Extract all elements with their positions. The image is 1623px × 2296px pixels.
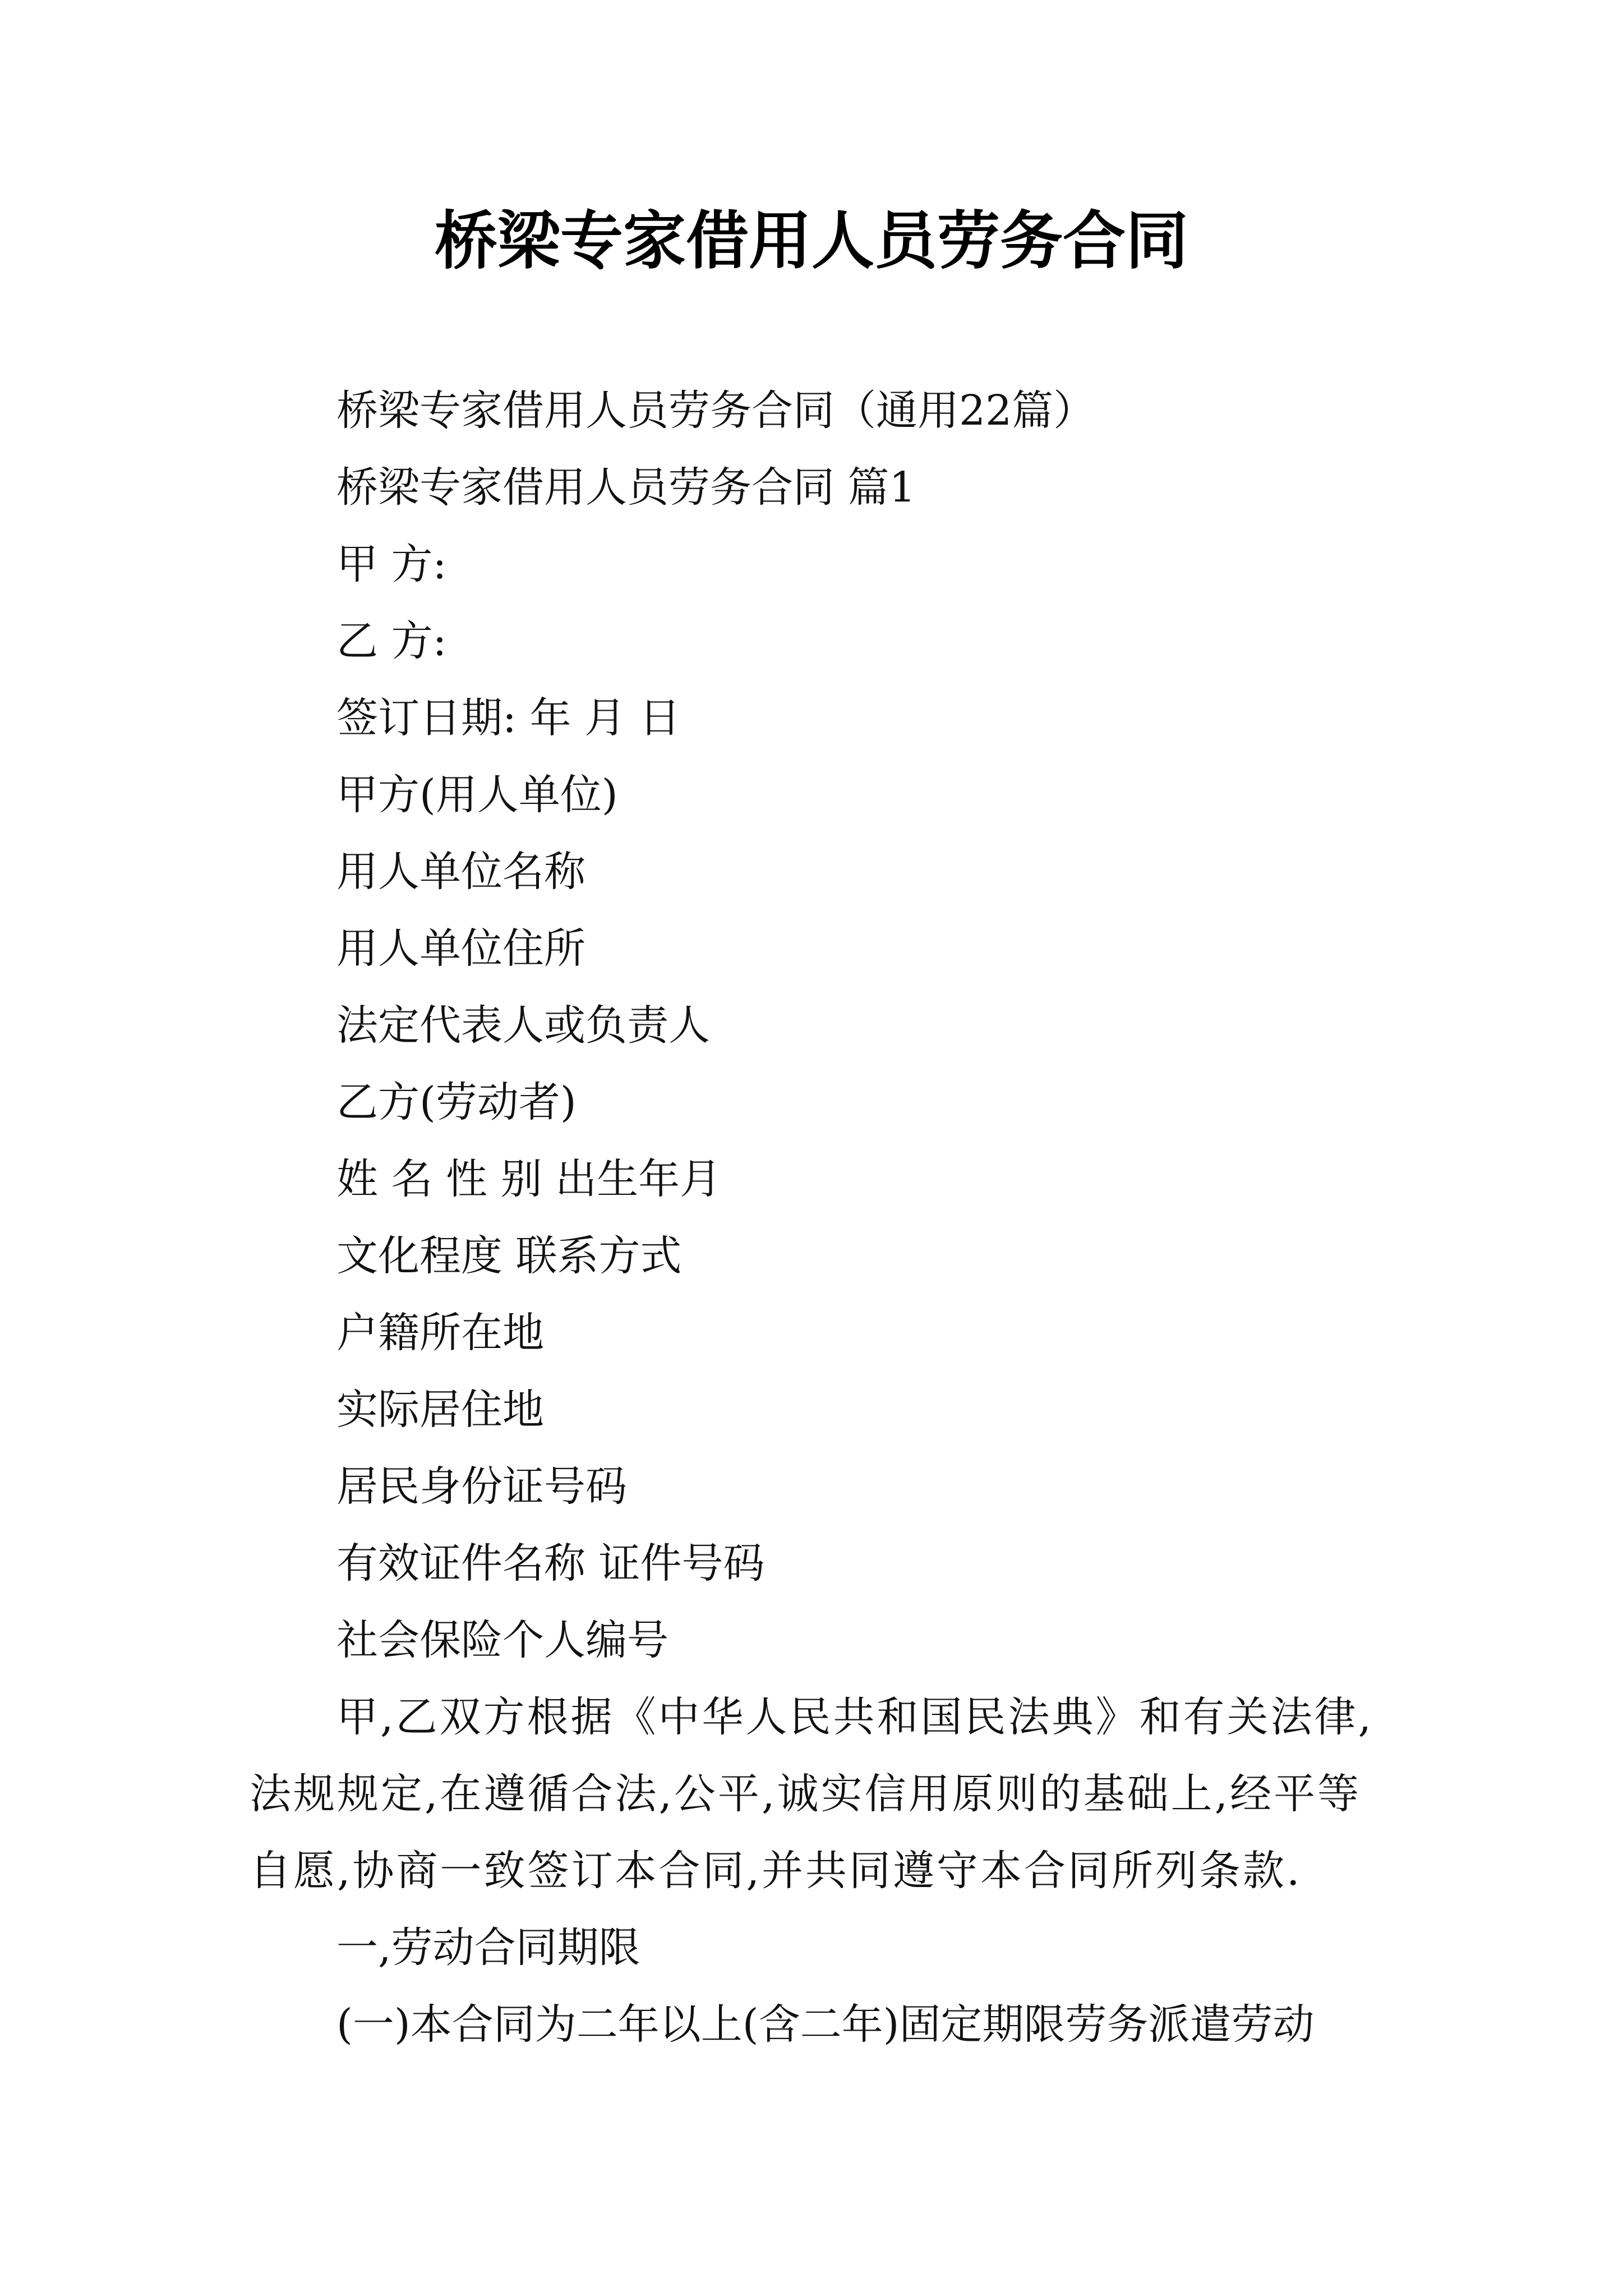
party-b-line: 乙 方: bbox=[336, 617, 447, 665]
employer-address-field: 用人单位住所 bbox=[336, 924, 585, 973]
subtitle-line: 桥梁专家借用人员劳务合同（通用22篇） bbox=[336, 386, 1095, 435]
worker-heading: 乙方(劳动者) bbox=[336, 1078, 577, 1126]
document-title: 桥梁专家借用人员劳务合同 bbox=[435, 204, 1188, 278]
social-insurance-field: 社会保险个人编号 bbox=[336, 1616, 668, 1664]
legal-representative-field: 法定代表人或负责人 bbox=[336, 1001, 710, 1050]
employer-name-field: 用人单位名称 bbox=[336, 848, 585, 896]
name-gender-birth-field: 姓 名 性 别 出生年月 bbox=[336, 1155, 722, 1203]
employer-heading: 甲方(用人单位) bbox=[336, 771, 618, 819]
preamble-paragraph: 甲,乙双方根据《中华人民共和国民法典》和有关法律,法规规定,在遵循合法,公平,诚实信用原则的基础上,经平等自愿,协商一致签订本合同,并共同遵守本合同所列条款. bbox=[250, 1693, 1374, 1895]
article-heading: 桥梁专家借用人员劳务合同 篇1 bbox=[336, 463, 916, 512]
sign-date-line: 签订日期: 年 月 日 bbox=[336, 694, 681, 742]
clause-line: (一)本合同为二年以上(含二年)固定期限劳务派遣劳动 bbox=[336, 2000, 1315, 2049]
certificate-field: 有效证件名称 证件号码 bbox=[336, 1539, 765, 1588]
party-a-line: 甲 方: bbox=[336, 540, 447, 588]
section-heading: 一,劳动合同期限 bbox=[336, 1924, 640, 1972]
education-contact-field: 文化程度 联系方式 bbox=[336, 1232, 682, 1280]
document-body bbox=[250, 372, 1394, 2063]
household-registration-field: 户籍所在地 bbox=[336, 1309, 544, 1357]
id-number-field: 居民身份证号码 bbox=[336, 1462, 627, 1511]
residence-field: 实际居住地 bbox=[336, 1386, 544, 1434]
